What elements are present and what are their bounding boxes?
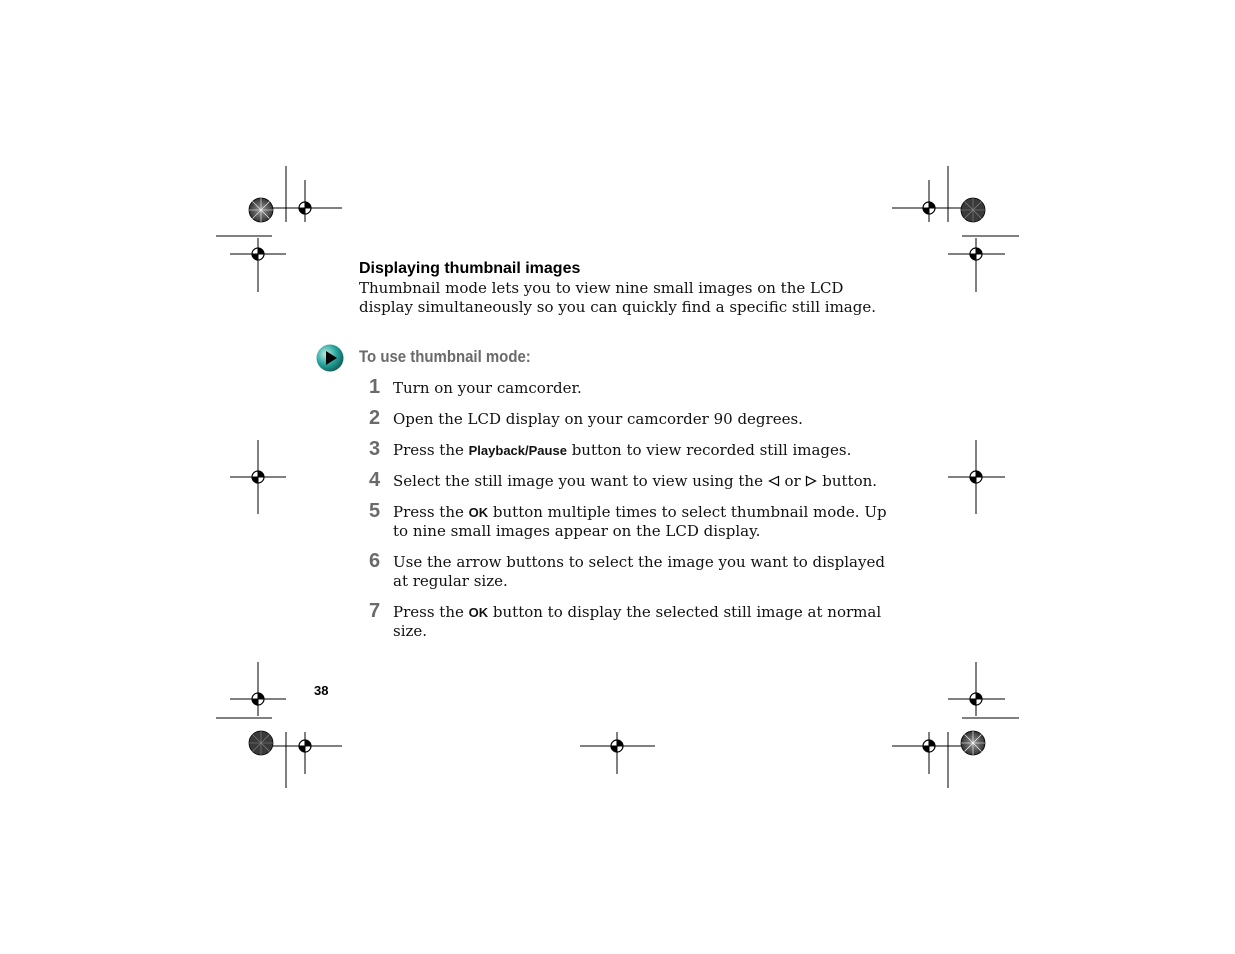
section-heading: Displaying thumbnail images (359, 260, 581, 277)
step-text (393, 472, 898, 491)
step-text-part: button multiple times to select thumbnail mode. Up to nine small images appear on the LCD display. (393, 503, 887, 540)
page-number: 38 (314, 683, 329, 698)
step-text-part: button to view recorded still images. (566, 441, 852, 459)
step-text (393, 441, 898, 460)
step-number: 4 (369, 469, 381, 491)
intro-paragraph: Thumbnail mode lets you to view nine small images on the LCD display simultaneously so you can quickly find a specific still image. (359, 279, 876, 316)
step-text-part: Press the (393, 503, 469, 521)
step-text-part: Select the still image you want to view using the (393, 472, 768, 490)
button-name: OK (468, 605, 489, 620)
step-text: Turn on your camcorder. (393, 379, 582, 397)
step-text-part: Press the (393, 441, 469, 459)
button-name: Playback/Pause (468, 443, 567, 458)
step-number: 7 (369, 600, 381, 622)
step-text (393, 503, 898, 541)
step-text-part: Press the (393, 603, 469, 621)
procedure-title: To use thumbnail mode: (359, 347, 531, 366)
step-number: 6 (369, 550, 381, 572)
star-target-icon (249, 198, 273, 222)
step-text: Use the arrow buttons to select the image you want to displayed at regular size. (393, 553, 885, 590)
left-triangle-icon (768, 475, 780, 487)
step-text: Open the LCD display on your camcorder 90 degrees. (393, 410, 803, 428)
step-text (393, 603, 898, 641)
step-number: 1 (369, 376, 381, 398)
right-triangle-icon (805, 475, 817, 487)
button-name: OK (468, 505, 489, 520)
step-number: 5 (369, 500, 381, 522)
step-text-part: button to display the selected still image at normal size. (393, 603, 882, 640)
play-arrow-icon (316, 344, 344, 372)
step-text-part: or (779, 472, 806, 490)
step-number: 2 (369, 407, 381, 429)
step-text-part: button. (817, 472, 878, 490)
step-number: 3 (369, 438, 381, 460)
